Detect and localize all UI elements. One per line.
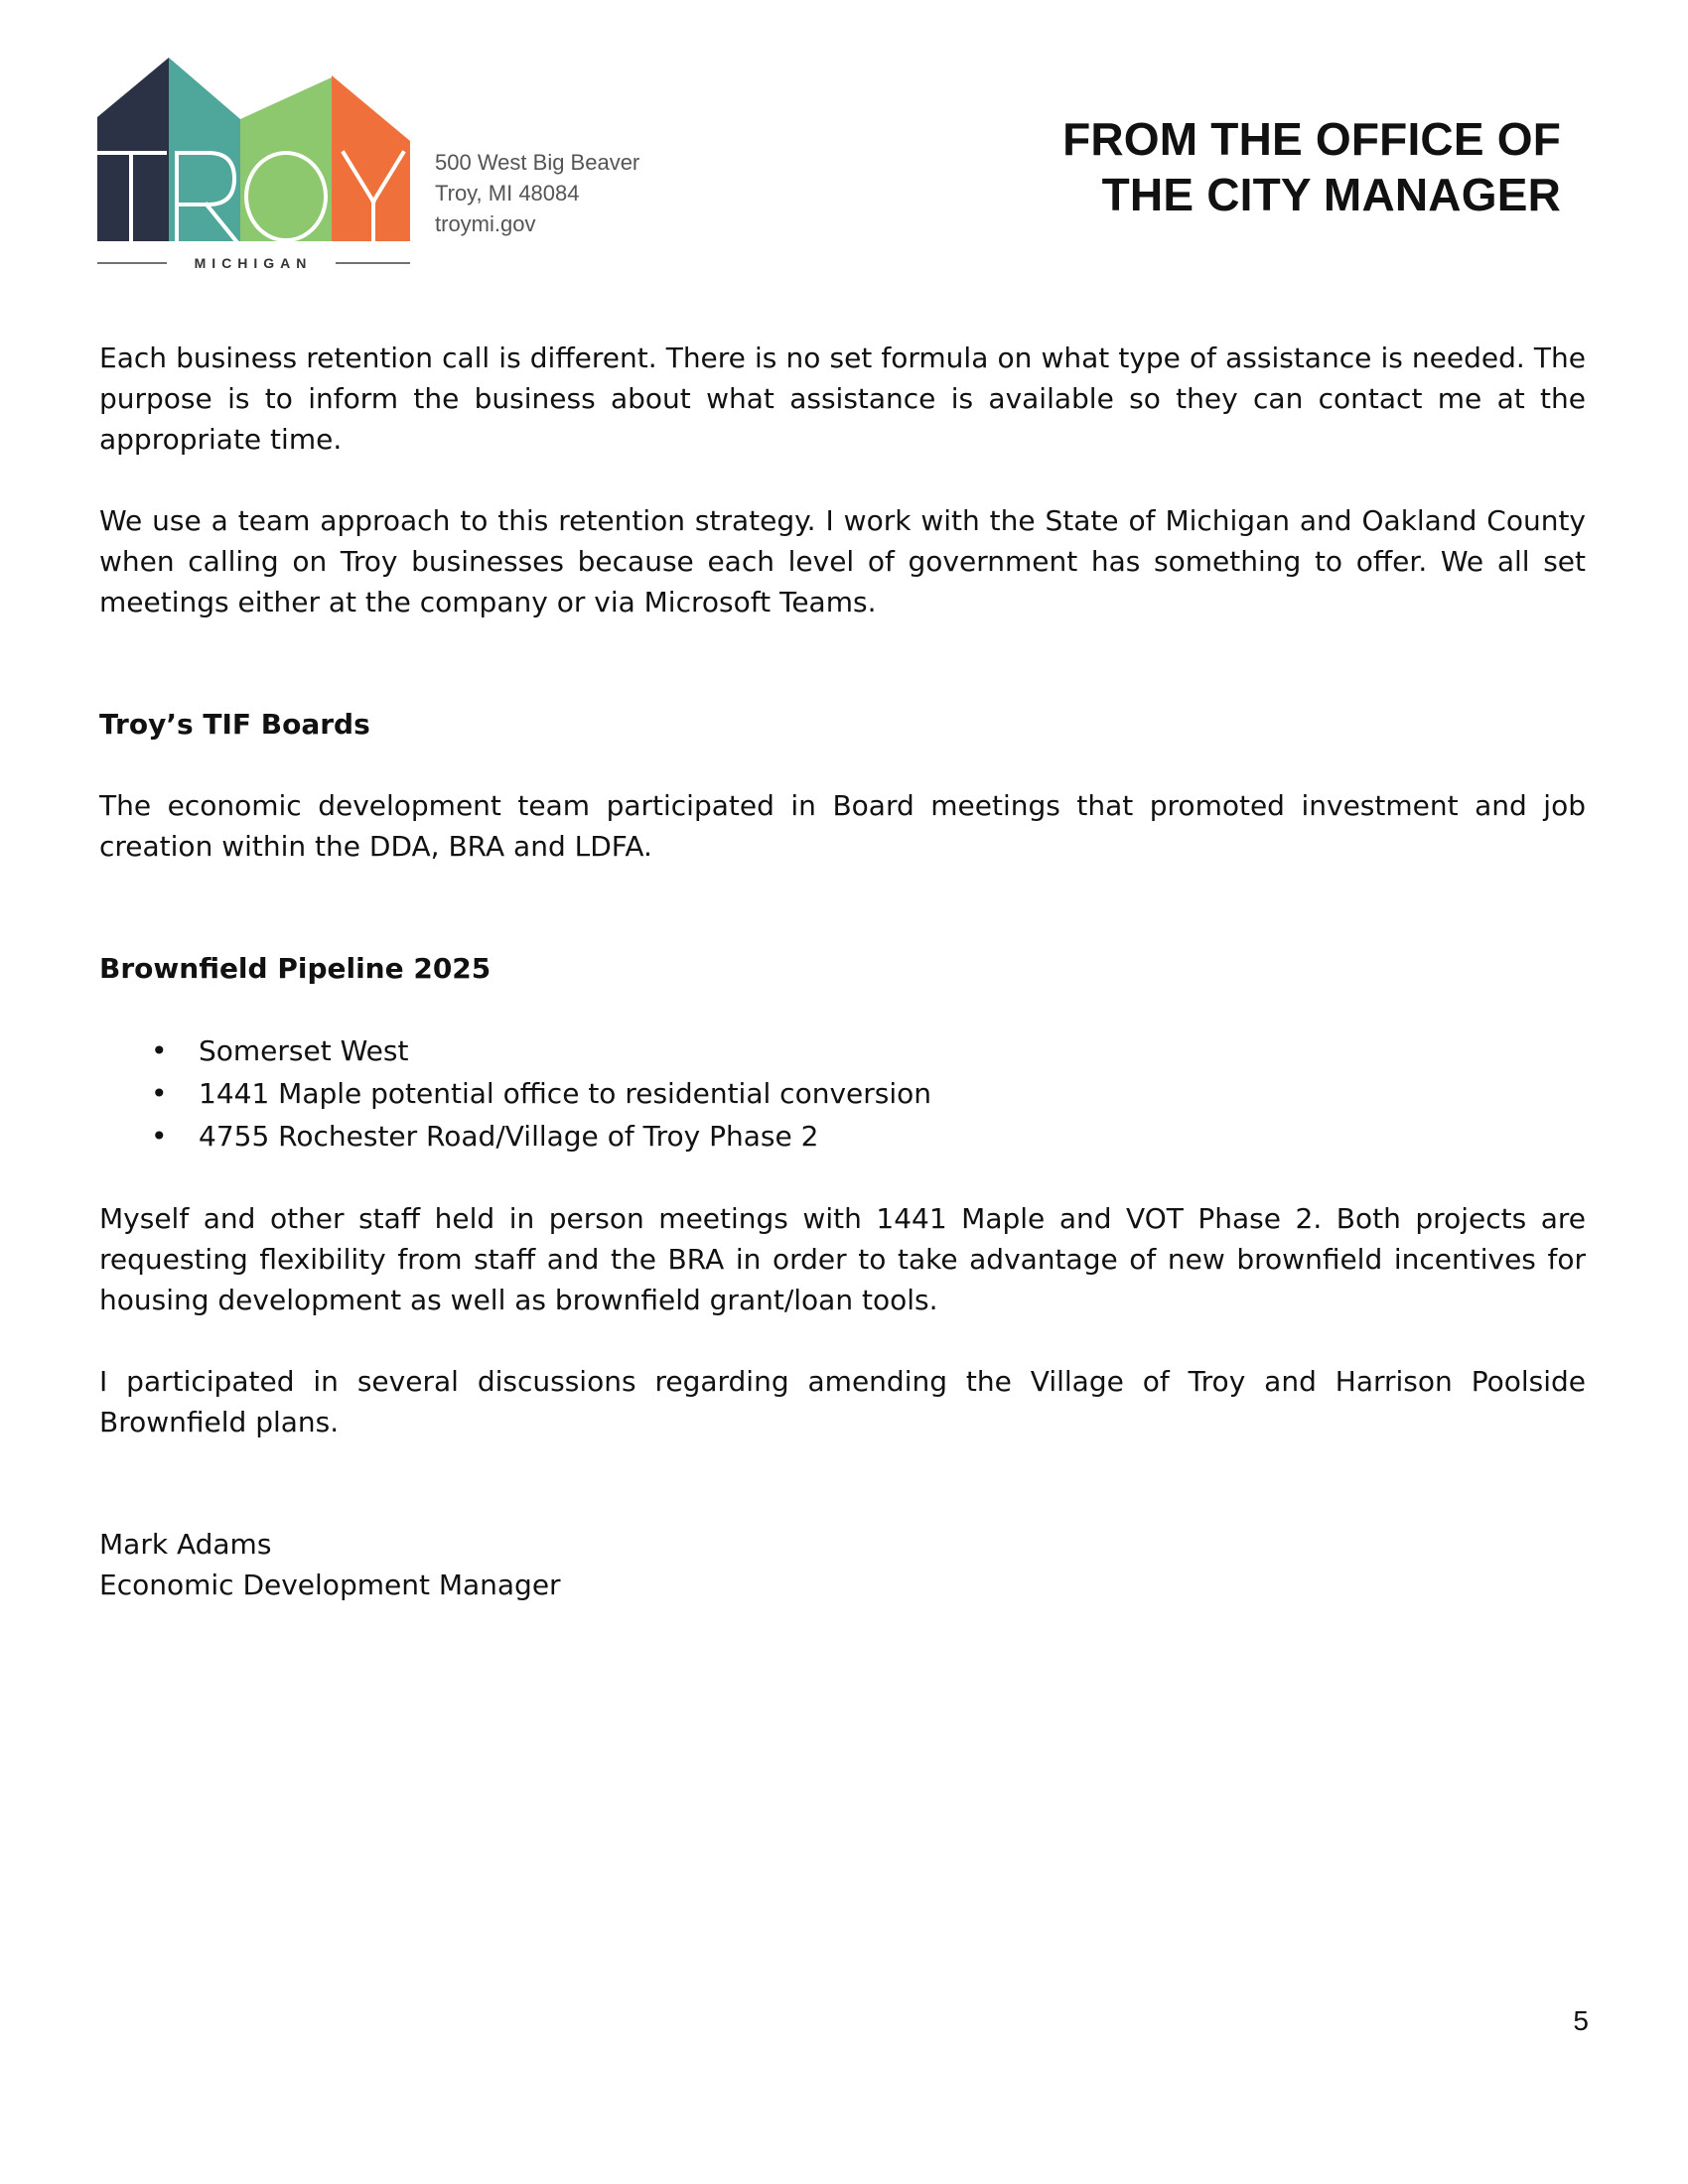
logo-teal-house (169, 58, 240, 241)
list-item-text: 4755 Rochester Road/Village of Troy Phase 2 (199, 1120, 819, 1153)
signature-title: Economic Development Manager (99, 1569, 561, 1601)
signature-name: Mark Adams (99, 1528, 272, 1561)
bullet-icon: • (151, 1120, 168, 1153)
address-city: Troy, MI 48084 (435, 181, 580, 205)
heading-tif-boards: Troy’s TIF Boards (99, 708, 370, 741)
office-title (1062, 111, 1561, 222)
bullet-icon: • (151, 1034, 168, 1067)
office-title-line2: THE CITY MANAGER (1101, 169, 1561, 220)
paragraph-team-approach: We use a team approach to this retention strategy. I work with the State of Michigan and Oakland County when calling on Troy businesses because each level of government has something to offer. We all set meetings either at the company or via Microsoft Teams. (99, 504, 1586, 618)
troy-michigan-logo (97, 58, 410, 271)
list-item-text: Somerset West (199, 1034, 409, 1067)
list-item (99, 1115, 1586, 1158)
paragraph-staff-meetings: Myself and other staff held in person meetings with 1441 Maple and VOT Phase 2. Both projects are requesting flexibility from staff and the BRA in order to take advantage of new brownfield incentives for housing development as well as brownfield grant/loan tools. (99, 1202, 1586, 1316)
page-header (0, 0, 1688, 288)
paragraph-retention-calls: Each business retention call is different. There is no set formula on what type of assistance is needed. The purpose is to inform the business about what assistance is available so they can contact me at the appropriate time. (99, 341, 1586, 456)
list-item (99, 1072, 1586, 1115)
heading-brownfield-pipeline: Brownfield Pipeline 2025 (99, 952, 492, 985)
office-title-line1: FROM THE OFFICE OF (1062, 113, 1561, 165)
city-address (435, 147, 639, 239)
brownfield-pipeline-list (99, 1029, 1586, 1158)
document-body (99, 338, 1586, 1605)
page-number: 5 (1573, 2005, 1589, 2036)
list-item-text: 1441 Maple potential office to residential conversion (199, 1077, 931, 1110)
paragraph-plan-discussions: I participated in several discussions regarding amending the Village of Troy and Harrison Poolside Brownfield plans. (99, 1365, 1586, 1438)
logo-michigan-label: MICHIGAN (194, 255, 313, 271)
signature-block (99, 1524, 1586, 1605)
address-website: troymi.gov (435, 211, 536, 236)
list-item (99, 1029, 1586, 1072)
logo-green-house (240, 77, 332, 241)
paragraph-tif-boards: The economic development team participated in Board meetings that promoted investment and job creation within the DDA, BRA and LDFA. (99, 789, 1586, 863)
address-street: 500 West Big Beaver (435, 150, 640, 175)
bullet-icon: • (151, 1077, 168, 1110)
